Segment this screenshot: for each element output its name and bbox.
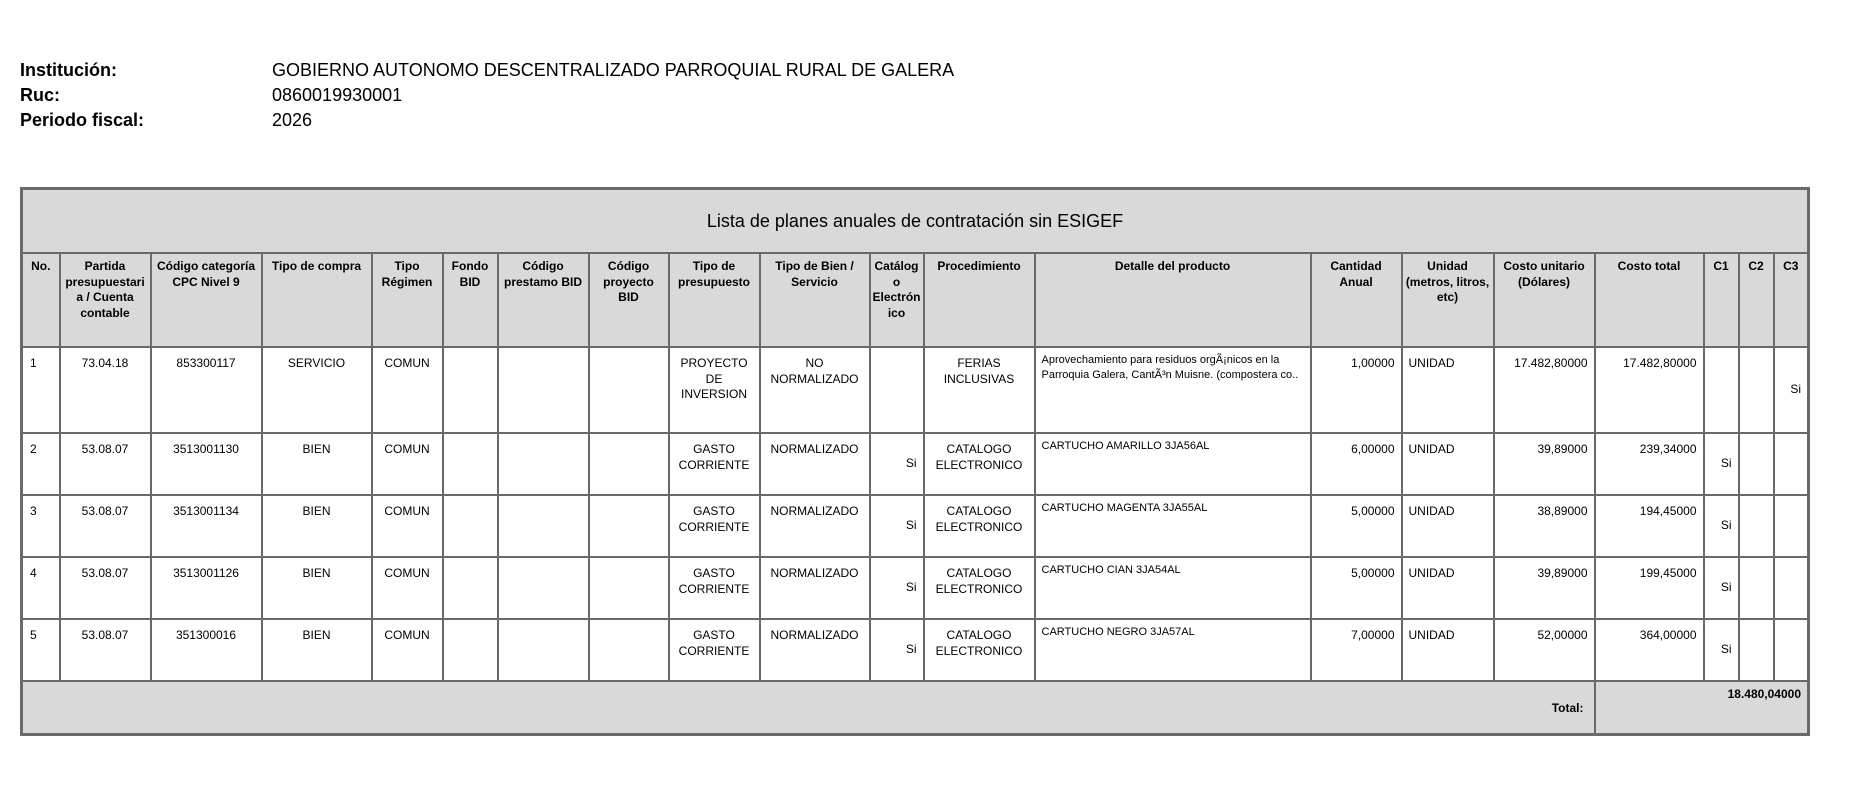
table-row xyxy=(22,495,1809,557)
cell-c3 xyxy=(1774,619,1809,681)
cell-codigo-cpc: 3513001134 xyxy=(151,495,262,557)
table-row xyxy=(22,619,1809,681)
cell-prestamo-bid xyxy=(498,347,589,433)
column-header-costo-total: Costo total xyxy=(1595,253,1704,347)
cell-cantidad: 5,00000 xyxy=(1311,557,1402,619)
institution-label: Institución: xyxy=(20,60,117,80)
cell-c2 xyxy=(1739,495,1774,557)
cell-costo-unitario: 39,89000 xyxy=(1494,433,1595,495)
cell-c3 xyxy=(1774,557,1809,619)
cell-codigo-cpc: 853300117 xyxy=(151,347,262,433)
cell-no: 4 xyxy=(22,557,60,619)
table-row xyxy=(22,433,1809,495)
cell-tipo-regimen: COMUN xyxy=(372,347,443,433)
cell-proyecto-bid xyxy=(589,347,669,433)
cell-procedimiento: CATALOGO ELECTRONICO xyxy=(924,433,1035,495)
cell-cantidad: 6,00000 xyxy=(1311,433,1402,495)
fiscal-period-row xyxy=(20,108,1852,133)
cell-tipo-compra: BIEN xyxy=(262,495,372,557)
table-row xyxy=(22,347,1809,433)
cell-catalogo: Si xyxy=(870,433,924,495)
cell-fondo-bid xyxy=(443,557,498,619)
cell-bien-servicio: NORMALIZADO xyxy=(760,495,870,557)
cell-costo-unitario: 52,00000 xyxy=(1494,619,1595,681)
column-header-tipo-compra: Tipo de compra xyxy=(262,253,372,347)
cell-detalle: CARTUCHO MAGENTA 3JA55AL xyxy=(1035,495,1311,557)
cell-unidad: UNIDAD xyxy=(1402,347,1494,433)
cell-procedimiento: CATALOGO ELECTRONICO xyxy=(924,495,1035,557)
cell-detalle: CARTUCHO NEGRO 3JA57AL xyxy=(1035,619,1311,681)
cell-prestamo-bid xyxy=(498,557,589,619)
cell-c2 xyxy=(1739,557,1774,619)
fiscal-period-label: Periodo fiscal: xyxy=(20,110,145,130)
cell-fondo-bid xyxy=(443,495,498,557)
ruc-label: Ruc: xyxy=(20,85,60,105)
cell-costo-unitario: 17.482,80000 xyxy=(1494,347,1595,433)
cell-unidad: UNIDAD xyxy=(1402,619,1494,681)
cell-partida: 53.08.07 xyxy=(60,433,151,495)
cell-tipo-presupuesto: GASTO CORRIENTE xyxy=(669,557,760,619)
cell-proyecto-bid xyxy=(589,495,669,557)
cell-codigo-cpc: 3513001126 xyxy=(151,557,262,619)
table-row xyxy=(22,557,1809,619)
column-header-codigo-cpc: Código categoría CPC Nivel 9 xyxy=(151,253,262,347)
cell-prestamo-bid xyxy=(498,619,589,681)
column-header-row xyxy=(22,253,1809,347)
column-header-no: No. xyxy=(22,253,60,347)
cell-c1: Si xyxy=(1704,619,1739,681)
cell-tipo-presupuesto: GASTO CORRIENTE xyxy=(669,433,760,495)
cell-cantidad: 1,00000 xyxy=(1311,347,1402,433)
cell-tipo-compra: BIEN xyxy=(262,433,372,495)
cell-detalle: Aprovechamiento para residuos orgÃ¡nicos en la Parroquia Galera, CantÃ³n Muisne. (compostera co.. xyxy=(1035,347,1311,433)
cell-proyecto-bid xyxy=(589,557,669,619)
cell-tipo-presupuesto: GASTO CORRIENTE xyxy=(669,495,760,557)
cell-procedimiento: FERIAS INCLUSIVAS xyxy=(924,347,1035,433)
cell-tipo-compra: BIEN xyxy=(262,619,372,681)
column-header-tipo-regimen: Tipo Régimen xyxy=(372,253,443,347)
cell-c1 xyxy=(1704,347,1739,433)
cell-no: 2 xyxy=(22,433,60,495)
ruc-row xyxy=(20,83,1852,108)
cell-tipo-compra: BIEN xyxy=(262,557,372,619)
column-header-proyecto-bid: Código proyecto BID xyxy=(589,253,669,347)
column-header-unidad: Unidad (metros, litros, etc) xyxy=(1402,253,1494,347)
institution-info-block xyxy=(0,0,1852,133)
cell-codigo-cpc: 3513001130 xyxy=(151,433,262,495)
cell-tipo-presupuesto: GASTO CORRIENTE xyxy=(669,619,760,681)
cell-tipo-compra: SERVICIO xyxy=(262,347,372,433)
cell-procedimiento: CATALOGO ELECTRONICO xyxy=(924,619,1035,681)
cell-proyecto-bid xyxy=(589,433,669,495)
column-header-fondo-bid: Fondo BID xyxy=(443,253,498,347)
cell-codigo-cpc: 351300016 xyxy=(151,619,262,681)
cell-c3 xyxy=(1774,433,1809,495)
column-header-costo-unitario: Costo unitario (Dólares) xyxy=(1494,253,1595,347)
fiscal-period-value: 2026 xyxy=(272,110,313,130)
column-header-partida: Partida presupuestaria / Cuenta contable xyxy=(60,253,151,347)
cell-tipo-regimen: COMUN xyxy=(372,433,443,495)
cell-detalle: CARTUCHO AMARILLO 3JA56AL xyxy=(1035,433,1311,495)
cell-unidad: UNIDAD xyxy=(1402,557,1494,619)
column-header-tipo-presupuesto: Tipo de presupuesto xyxy=(669,253,760,347)
cell-costo-total: 364,00000 xyxy=(1595,619,1704,681)
cell-costo-total: 239,34000 xyxy=(1595,433,1704,495)
cell-no: 3 xyxy=(22,495,60,557)
column-header-detalle: Detalle del producto xyxy=(1035,253,1311,347)
column-header-cantidad: Cantidad Anual xyxy=(1311,253,1402,347)
cell-tipo-presupuesto: PROYECTO DE INVERSION xyxy=(669,347,760,433)
institution-row xyxy=(20,58,1852,83)
cell-catalogo: Si xyxy=(870,619,924,681)
column-header-c2: C2 xyxy=(1739,253,1774,347)
cell-c2 xyxy=(1739,619,1774,681)
column-header-c3: C3 xyxy=(1774,253,1809,347)
cell-c3 xyxy=(1774,495,1809,557)
cell-prestamo-bid xyxy=(498,433,589,495)
ruc-value: 0860019930001 xyxy=(272,85,403,105)
cell-tipo-regimen: COMUN xyxy=(372,557,443,619)
cell-prestamo-bid xyxy=(498,495,589,557)
total-label: Total: xyxy=(22,681,1595,735)
cell-partida: 53.08.07 xyxy=(60,495,151,557)
cell-cantidad: 5,00000 xyxy=(1311,495,1402,557)
cell-c1: Si xyxy=(1704,495,1739,557)
cell-proyecto-bid xyxy=(589,619,669,681)
cell-cantidad: 7,00000 xyxy=(1311,619,1402,681)
cell-c2 xyxy=(1739,347,1774,433)
cell-catalogo: Si xyxy=(870,557,924,619)
column-header-prestamo-bid: Código prestamo BID xyxy=(498,253,589,347)
cell-bien-servicio: NORMALIZADO xyxy=(760,619,870,681)
total-row xyxy=(22,681,1809,735)
cell-procedimiento: CATALOGO ELECTRONICO xyxy=(924,557,1035,619)
cell-bien-servicio: NO NORMALIZADO xyxy=(760,347,870,433)
cell-costo-total: 194,45000 xyxy=(1595,495,1704,557)
cell-costo-total: 199,45000 xyxy=(1595,557,1704,619)
cell-tipo-regimen: COMUN xyxy=(372,495,443,557)
cell-c3: Si xyxy=(1774,347,1809,433)
cell-c1: Si xyxy=(1704,433,1739,495)
cell-unidad: UNIDAD xyxy=(1402,495,1494,557)
table-title: Lista de planes anuales de contratación sin ESIGEF xyxy=(22,189,1809,254)
cell-partida: 53.08.07 xyxy=(60,619,151,681)
cell-fondo-bid xyxy=(443,619,498,681)
total-value: 18.480,04000 xyxy=(1595,681,1809,735)
cell-costo-total: 17.482,80000 xyxy=(1595,347,1704,433)
cell-c2 xyxy=(1739,433,1774,495)
cell-partida: 73.04.18 xyxy=(60,347,151,433)
table-title-row xyxy=(22,189,1809,254)
cell-bien-servicio: NORMALIZADO xyxy=(760,433,870,495)
cell-detalle: CARTUCHO CIAN 3JA54AL xyxy=(1035,557,1311,619)
column-header-procedimiento: Procedimiento xyxy=(924,253,1035,347)
cell-no: 5 xyxy=(22,619,60,681)
cell-fondo-bid xyxy=(443,433,498,495)
column-header-bien-servicio: Tipo de Bien / Servicio xyxy=(760,253,870,347)
column-header-c1: C1 xyxy=(1704,253,1739,347)
cell-catalogo xyxy=(870,347,924,433)
institution-value: GOBIERNO AUTONOMO DESCENTRALIZADO PARROQUIAL RURAL DE GALERA xyxy=(272,60,955,80)
cell-fondo-bid xyxy=(443,347,498,433)
annual-plans-table xyxy=(20,187,1810,736)
cell-catalogo: Si xyxy=(870,495,924,557)
cell-costo-unitario: 38,89000 xyxy=(1494,495,1595,557)
cell-unidad: UNIDAD xyxy=(1402,433,1494,495)
column-header-catalogo: Catálogo Electrónico xyxy=(870,253,924,347)
cell-c1: Si xyxy=(1704,557,1739,619)
cell-partida: 53.08.07 xyxy=(60,557,151,619)
cell-tipo-regimen: COMUN xyxy=(372,619,443,681)
cell-no: 1 xyxy=(22,347,60,433)
cell-bien-servicio: NORMALIZADO xyxy=(760,557,870,619)
cell-costo-unitario: 39,89000 xyxy=(1494,557,1595,619)
